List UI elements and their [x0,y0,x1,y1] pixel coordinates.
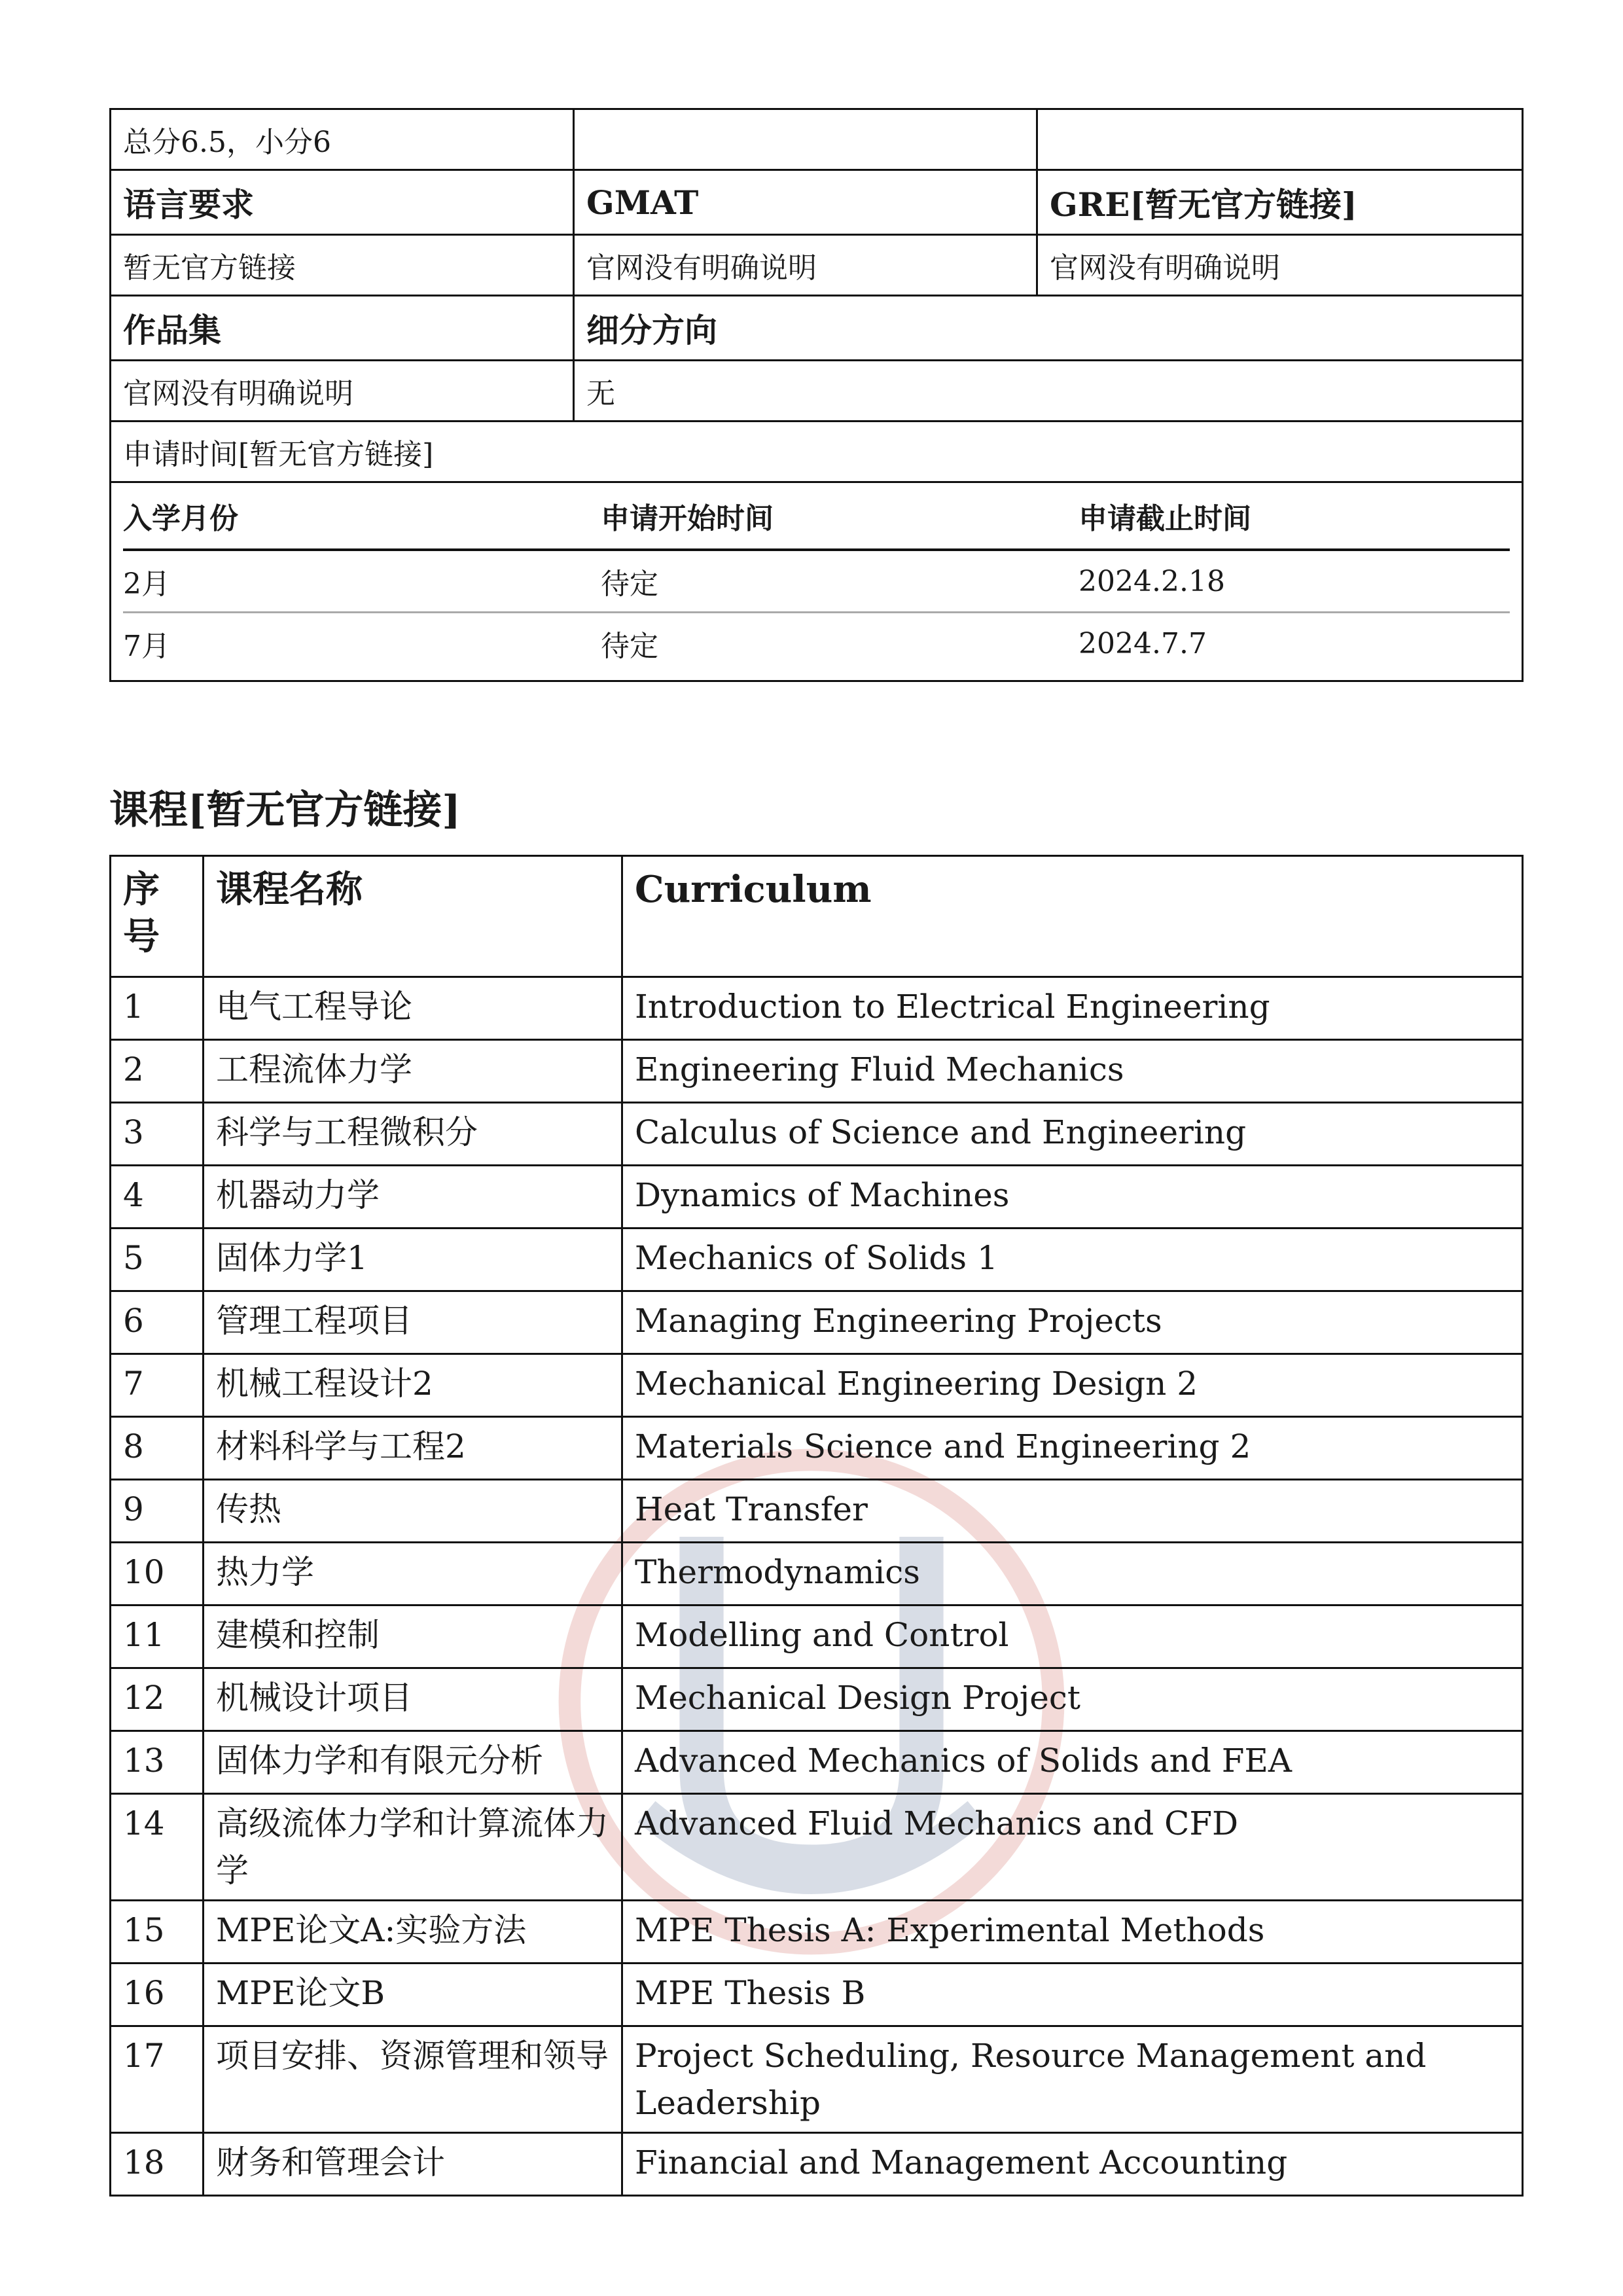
course-number: 3 [111,1103,204,1166]
course-number: 6 [111,1291,204,1354]
course-name-zh: 建模和控制 [204,1605,622,1668]
schedule-cell: 待定 [601,630,658,663]
course-number: 11 [111,1605,204,1668]
course-name-en: Introduction to Electrical Engineering [622,977,1523,1040]
course-name-zh: 机械工程设计2 [204,1354,622,1417]
direction-label: 细分方向 [574,296,1523,361]
course-number: 7 [111,1354,204,1417]
course-name-en: MPE Thesis B [622,1964,1523,2026]
course-name-zh: 固体力学和有限元分析 [204,1731,622,1794]
application-time-label: 申请时间[暂无官方链接] [111,422,1523,482]
course-name-en: Dynamics of Machines [622,1166,1523,1229]
courses-title: 课程[暂无官方链接] [109,787,461,833]
table-row [111,1731,1523,1794]
course-name-zh: 高级流体力学和计算流体力学 [204,1794,622,1901]
course-name-en: Heat Transfer [622,1480,1523,1543]
table-row [111,1964,1523,2026]
course-name-zh: MPE论文B [204,1964,622,2026]
schedule-cell: 2024.2.18 [1079,550,1510,613]
table-row [111,1605,1523,1668]
course-number: 4 [111,1166,204,1229]
course-number: 17 [111,2026,204,2133]
requirements-table [109,108,1524,682]
table-row [111,1543,1523,1605]
course-name-zh: 传热 [204,1480,622,1543]
table-row [111,1166,1523,1229]
courses-header-cell: Curriculum [622,856,1523,977]
schedule-cell: 待定 [601,550,1079,613]
direction-value: 无 [574,361,1523,422]
schedule-header: 申请开始时间 [601,483,1079,550]
course-name-zh: 工程流体力学 [204,1040,622,1103]
gre-label: GRE[暂无官方链接] [1037,170,1523,235]
course-name-en: Managing Engineering Projects [622,1291,1523,1354]
empty-cell [574,109,1037,170]
course-name-en: Calculus of Science and Engineering [622,1103,1523,1166]
course-name-zh: 热力学 [204,1543,622,1605]
course-name-zh: 项目安排、资源管理和领导 [204,2026,622,2133]
table-row [111,1354,1523,1417]
course-number: 13 [111,1731,204,1794]
course-name-zh: 财务和管理会计 [204,2133,622,2196]
course-name-zh: 材料科学与工程2 [204,1417,622,1480]
application-schedule [123,483,1510,673]
course-number: 18 [111,2133,204,2196]
empty-cell [1037,109,1523,170]
table-row [111,1103,1523,1166]
course-number: 16 [111,1964,204,2026]
schedule-header: 入学月份 [123,483,601,550]
course-number: 15 [111,1901,204,1964]
gre-value: 官网没有明确说明 [1037,235,1523,296]
course-name-en: Financial and Management Accounting [622,2133,1523,2196]
schedule-cell: 2024.7.7 [1079,626,1207,660]
course-name-en: Engineering Fluid Mechanics [622,1040,1523,1103]
course-name-zh: MPE论文A:实验方法 [204,1901,622,1964]
table-row [111,2133,1523,2196]
table-row [111,977,1523,1040]
course-name-zh: 固体力学1 [204,1229,622,1291]
schedule-header: 申请截止时间 [1079,483,1510,550]
course-number: 9 [111,1480,204,1543]
course-name-en: Thermodynamics [622,1543,1523,1605]
table-row [111,2026,1523,2133]
course-name-zh: 机器动力学 [204,1166,622,1229]
gmat-label: GMAT [574,170,1037,235]
table-row [111,1291,1523,1354]
courses-table [109,855,1524,2197]
course-name-en: MPE Thesis A: Experimental Methods [622,1901,1523,1964]
course-name-zh: 电气工程导论 [204,977,622,1040]
course-name-en: Mechanics of Solids 1 [622,1229,1523,1291]
course-name-zh: 管理工程项目 [204,1291,622,1354]
course-name-zh: 机械设计项目 [204,1668,622,1731]
courses-header-cell: 序号 [111,856,204,977]
table-row [111,1417,1523,1480]
course-number: 14 [111,1794,204,1901]
course-name-en: Project Scheduling, Resource Management and Leadership [622,2026,1523,2133]
table-row [111,1794,1523,1901]
schedule-cell: 2月 [123,550,601,613]
course-name-en: Mechanical Design Project [622,1668,1523,1731]
portfolio-label: 作品集 [111,296,574,361]
course-name-en: Advanced Mechanics of Solids and FEA [622,1731,1523,1794]
courses-header-row [111,856,1523,977]
score-cell: 总分6.5，小分6 [111,109,574,170]
course-name-en: Mechanical Engineering Design 2 [622,1354,1523,1417]
courses-header-cell: 课程名称 [204,856,622,977]
portfolio-value: 官网没有明确说明 [111,361,574,422]
course-name-en: Advanced Fluid Mechanics and CFD [622,1794,1523,1901]
gmat-value: 官网没有明确说明 [574,235,1037,296]
course-number: 1 [111,977,204,1040]
language-label: 语言要求 [111,170,574,235]
application-schedule-cell [111,482,1523,681]
table-row [111,1040,1523,1103]
table-row [111,1229,1523,1291]
course-number: 12 [111,1668,204,1731]
table-row [111,1668,1523,1731]
course-number: 2 [111,1040,204,1103]
course-number: 10 [111,1543,204,1605]
schedule-cell: 7月 [123,630,170,663]
course-name-en: Materials Science and Engineering 2 [622,1417,1523,1480]
table-row [111,1901,1523,1964]
course-name-en: Modelling and Control [622,1605,1523,1668]
course-number: 8 [111,1417,204,1480]
course-name-zh: 科学与工程微积分 [204,1103,622,1166]
table-row [111,1480,1523,1543]
language-value: 暂无官方链接 [111,235,574,296]
course-number: 5 [111,1229,204,1291]
